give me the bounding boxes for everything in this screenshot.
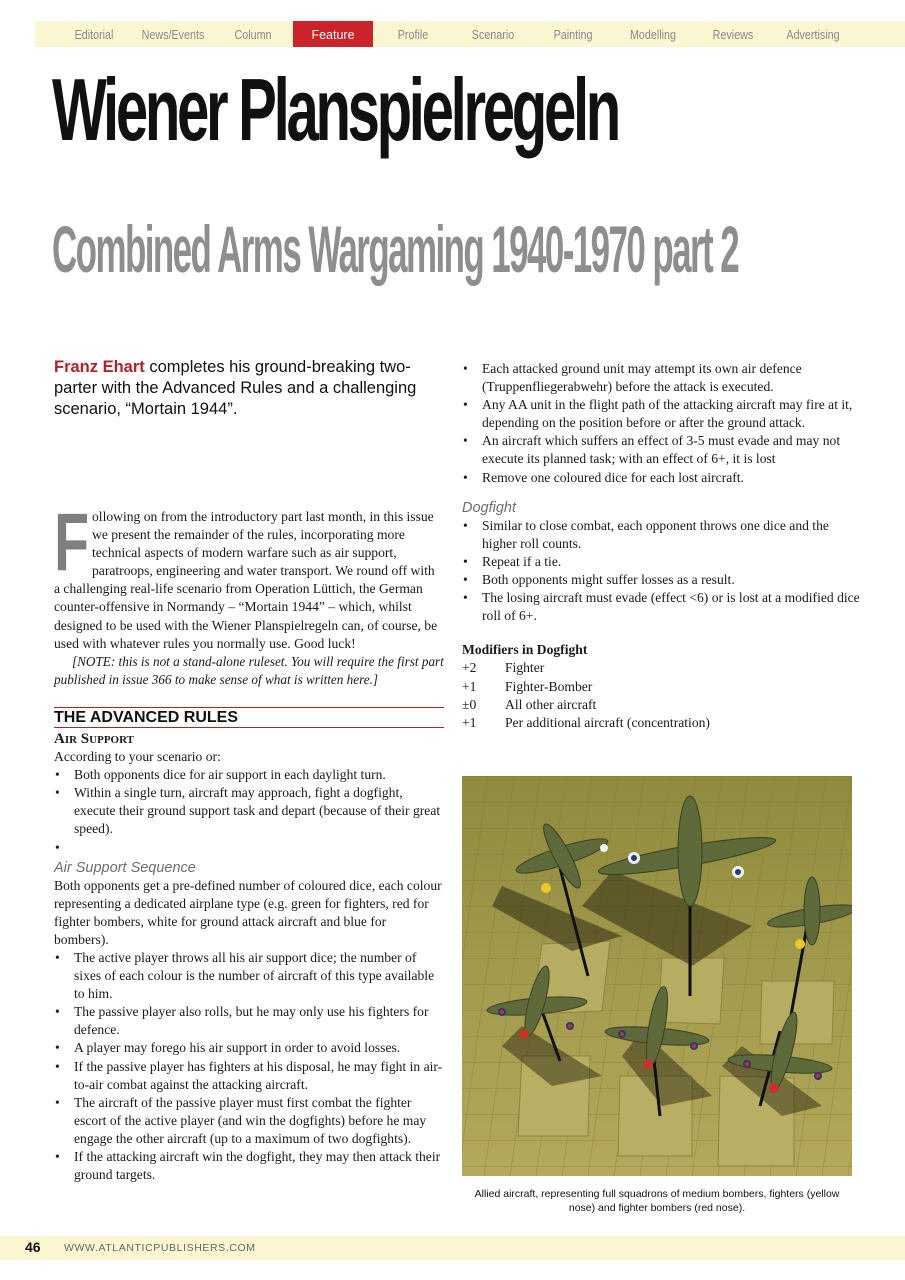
modifiers-heading: Modifiers in Dogfight — [462, 642, 588, 658]
column-right — [462, 360, 862, 732]
section-heading: THE ADVANCED RULES — [54, 707, 444, 728]
standfirst — [54, 357, 426, 420]
modifier-value: +1 — [462, 714, 477, 730]
editor-note: [NOTE: this is not a stand-alone ruleset. You will require the first part published in issue 366 to make sense of what is written here.] — [54, 653, 444, 687]
list-item: • Any AA unit in the flight path of the attacking aircraft may fire at it, depending on the position before or after the ground attack. — [462, 396, 862, 432]
nav-modelling[interactable]: Modelling — [629, 28, 677, 42]
page-footer — [0, 1236, 905, 1260]
list-item: • If the attacking aircraft win the dogfight, they may then attack their ground targets. — [54, 1148, 444, 1184]
drop-cap: F — [54, 497, 90, 588]
nav-painting[interactable]: Painting — [553, 28, 593, 42]
list-item: • If the passive player has fighters at his disposal, he may fight in air-to-air combat against the attacking aircraft. — [54, 1058, 444, 1094]
list-item: • The losing aircraft must evade (effect <6) or is lost at a modified dice roll of 6+. — [462, 589, 862, 625]
modifier-label: Fighter-Bomber — [505, 678, 593, 694]
modifier-value: ±0 — [462, 696, 477, 712]
nav-advertising[interactable]: Advertising — [786, 28, 840, 42]
air-support-list — [54, 766, 444, 856]
opening-paragraph — [54, 497, 444, 653]
list-item — [54, 839, 444, 857]
modifier-row — [462, 659, 862, 677]
aircraft-photo — [462, 776, 852, 1176]
nav-reviews[interactable]: Reviews — [712, 28, 754, 42]
list-item: • The passive player also rolls, but he may only use his fighters for defence. — [54, 1003, 444, 1039]
nav-editorial[interactable]: Editorial — [74, 28, 114, 42]
modifier-row — [462, 714, 862, 732]
nav-profile[interactable]: Profile — [397, 28, 429, 42]
list-item: • Remove one coloured dice for each lost aircraft. — [462, 469, 862, 487]
list-item: • Both opponents dice for air support in each daylight turn. — [54, 766, 444, 784]
list-item: • Within a single turn, aircraft may approach, fight a dogfight, execute their ground support task and depart (because of their great speed). — [54, 784, 444, 838]
modifier-value: +1 — [462, 678, 477, 694]
list-item: • A player may forego his air support in order to avoid losses. — [54, 1039, 444, 1057]
opening-text: ollowing on from the introductory part last month, in this issue we present the remainder of the rules, incorporating more technical aspects of modern warfare such as air support, paratroops, engineering and water transport. We round off with a challenging real-life scenario from Operation Lüttich, the German counter-offensive in Normandy – “Mortain 1944” – which, whilst designed to be used with the Wiener Planspielregeln can, of course, be used with whatever rules you normally use. Good luck! — [54, 509, 438, 651]
article-title: Wiener Planspielregeln — [52, 60, 618, 159]
article-subtitle: Combined Arms Wargaming 1940-1970 part 2 — [52, 212, 739, 286]
modifier-label: All other aircraft — [505, 696, 597, 712]
air-defence-list — [462, 360, 862, 487]
list-item: • The active player throws all his air support dice; the number of sixes of each colour is the number of aircraft of this type available to him. — [54, 949, 444, 1003]
sequence-heading: Air Support Sequence — [54, 859, 196, 876]
sequence-list — [54, 949, 444, 1184]
column-left — [54, 497, 444, 1184]
section-nav — [35, 21, 905, 47]
sequence-intro: Both opponents get a pre-defined number of coloured dice, each colour representing a dedicated airplane type (e.g. green for fighters, red for fighter bombers, white for ground attack aircraft and blue for bombers). — [54, 877, 442, 947]
author-name: Franz Ehart — [54, 358, 145, 376]
publisher-url[interactable]: WWW.ATLANTICPUBLISHERS.COM — [64, 1242, 256, 1254]
standfirst-text: completes his ground-breaking two-parter with the Advanced Rules and a challenging scenario, “Mortain 1944”. — [54, 358, 417, 418]
photo-caption: Allied aircraft, representing full squadrons of medium bombers, fighters (yellow nose) and fighter bombers (red nose). — [474, 1188, 840, 1214]
list-item: • Similar to close combat, each opponent throws one dice and the higher roll counts. — [462, 517, 862, 553]
dogfight-heading: Dogfight — [462, 499, 517, 516]
list-item: • Both opponents might suffer losses as a result. — [462, 571, 862, 589]
modifier-row — [462, 678, 862, 696]
nav-scenario[interactable]: Scenario — [471, 28, 515, 42]
modifier-row — [462, 696, 862, 714]
page-number: 46 — [25, 1239, 41, 1255]
list-item: • An aircraft which suffers an effect of 3-5 must evade and may not execute its planned task; with an effect of 6+, it is lost — [462, 432, 862, 468]
modifier-value: +2 — [462, 660, 477, 676]
air-support-heading: Air Support — [54, 730, 134, 747]
air-support-intro: According to your scenario or: — [54, 749, 221, 765]
nav-news-events[interactable]: News/Events — [141, 28, 205, 42]
dogfight-list — [462, 517, 862, 626]
list-item: • The aircraft of the passive player must first combat the fighter escort of the active player (and win the dogfights) before he may engage the other aircraft (up to a maximum of two dogfights). — [54, 1094, 444, 1148]
list-item: • Repeat if a tie. — [462, 553, 862, 571]
nav-column[interactable]: Column — [234, 28, 272, 42]
modifier-label: Per additional aircraft (concentration) — [505, 714, 710, 730]
modifier-label: Fighter — [505, 660, 545, 676]
nav-feature[interactable]: Feature — [293, 21, 373, 47]
list-item: • Each attacked ground unit may attempt its own air defence (Truppenfliegerabwehr) before the attack is executed. — [462, 360, 862, 396]
